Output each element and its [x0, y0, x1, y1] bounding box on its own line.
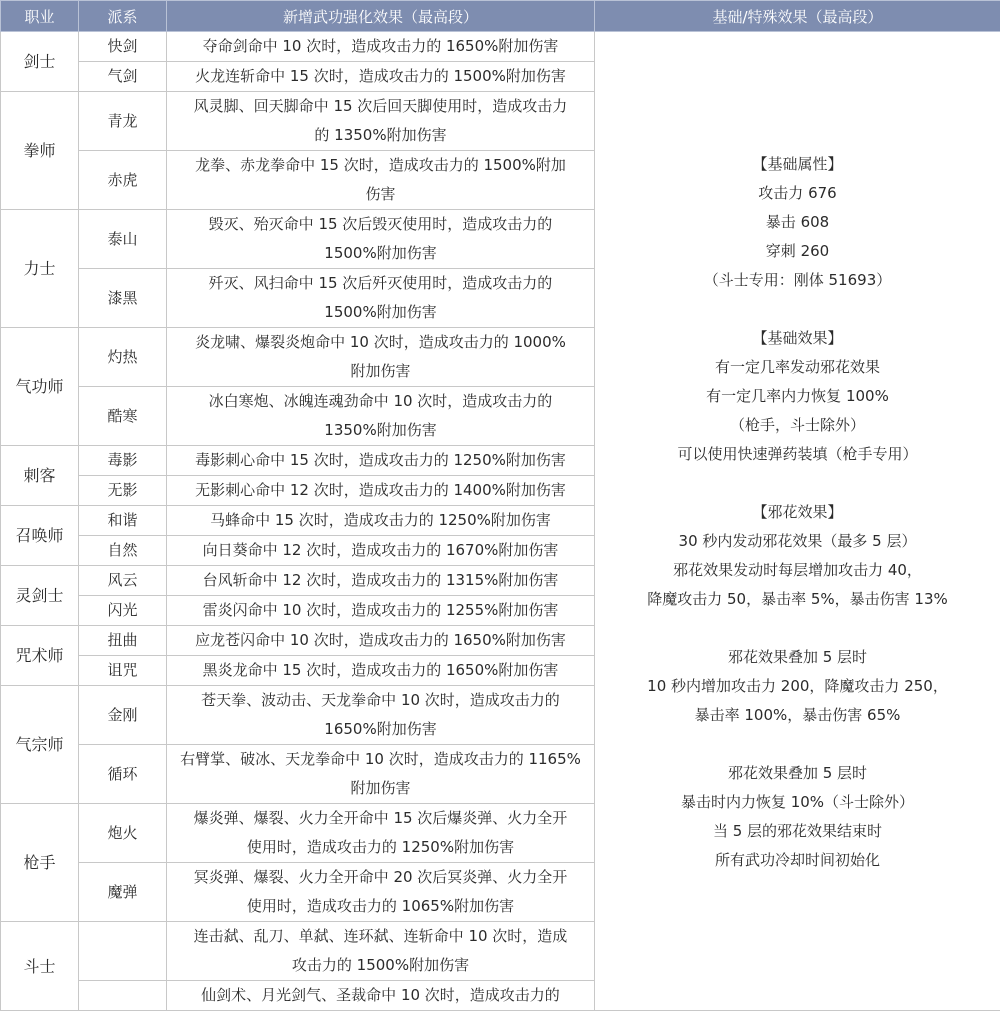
base-effect-line: 穿刺 260 [601, 237, 994, 266]
effect-line: 附加伤害 [171, 357, 590, 386]
base-effect-line: 暴击 608 [601, 208, 994, 237]
branch-cell: 气剑 [79, 62, 167, 92]
effect-cell [167, 981, 595, 1011]
effect-cell [167, 596, 595, 626]
effect-line: 龙拳、赤龙拳命中 15 次时，造成攻击力的 1500%附加 [171, 151, 590, 180]
class-cell: 气功师 [1, 328, 79, 446]
effect-line: 右臂掌、破冰、天龙拳命中 10 次时，造成攻击力的 1165% [171, 745, 590, 774]
effect-cell [167, 686, 595, 745]
branch-cell: 炮火 [79, 804, 167, 863]
branch-cell: 泰山 [79, 210, 167, 269]
effect-line: 歼灭、风扫命中 15 次后歼灭使用时，造成攻击力的 [171, 269, 590, 298]
effect-line: 苍天拳、波动击、天龙拳命中 10 次时，造成攻击力的 [171, 686, 590, 715]
base-effect-line: 当 5 层的邪花效果结束时 [601, 817, 994, 846]
table-row [1, 32, 1000, 62]
class-cell: 枪手 [1, 804, 79, 922]
branch-cell: 自然 [79, 536, 167, 566]
effect-cell [167, 626, 595, 656]
base-effect-line: 暴击时内力恢复 10%（斗士除外） [601, 788, 994, 817]
effect-line: 使用时，造成攻击力的 1065%附加伤害 [171, 892, 590, 921]
effect-line: 向日葵命中 12 次时，造成攻击力的 1670%附加伤害 [171, 536, 590, 565]
table-body [1, 32, 1000, 1011]
effect-cell [167, 446, 595, 476]
effect-line: 黑炎龙命中 15 次时，造成攻击力的 1650%附加伤害 [171, 656, 590, 685]
header-row [1, 1, 1000, 32]
effect-cell [167, 476, 595, 506]
effect-line: 攻击力的 1500%附加伤害 [171, 951, 590, 980]
effect-line: 毒影刺心命中 15 次时，造成攻击力的 1250%附加伤害 [171, 446, 590, 475]
effect-cell [167, 92, 595, 151]
base-effect-line: 【基础效果】 [601, 324, 994, 353]
class-cell: 拳师 [1, 92, 79, 210]
base-effect-line: 有一定几率发动邪花效果 [601, 353, 994, 382]
class-cell: 剑士 [1, 32, 79, 92]
base-effect-line: 【基础属性】 [601, 150, 994, 179]
effect-line: 应龙苍闪命中 10 次时，造成攻击力的 1650%附加伤害 [171, 626, 590, 655]
spacer [601, 469, 994, 498]
base-effect-line: （斗士专用：刚体 51693） [601, 266, 994, 295]
spacer [601, 614, 994, 643]
class-cell: 召唤师 [1, 506, 79, 566]
branch-cell: 青龙 [79, 92, 167, 151]
class-cell: 咒术师 [1, 626, 79, 686]
effect-cell [167, 506, 595, 536]
base-effect-line: 邪花效果发动时每层增加攻击力 40， [601, 556, 994, 585]
header-new-effect: 新增武功强化效果（最高段） [167, 1, 595, 32]
effect-line: 雷炎闪命中 10 次时，造成攻击力的 1255%附加伤害 [171, 596, 590, 625]
branch-cell: 风云 [79, 566, 167, 596]
effect-line: 使用时，造成攻击力的 1250%附加伤害 [171, 833, 590, 862]
effect-line: 附加伤害 [171, 774, 590, 803]
branch-cell: 赤虎 [79, 151, 167, 210]
effect-cell [167, 62, 595, 92]
branch-cell: 毒影 [79, 446, 167, 476]
effect-cell [167, 536, 595, 566]
base-effect-line: 暴击率 100%，暴击伤害 65% [601, 701, 994, 730]
effect-line: 炎龙啸、爆裂炎炮命中 10 次时，造成攻击力的 1000% [171, 328, 590, 357]
class-cell: 气宗师 [1, 686, 79, 804]
effect-line: 1650%附加伤害 [171, 715, 590, 744]
effect-cell [167, 151, 595, 210]
effect-cell [167, 269, 595, 328]
effect-line: 伤害 [171, 180, 590, 209]
effect-line: 爆炎弹、爆裂、火力全开命中 15 次后爆炎弹、火力全开 [171, 804, 590, 833]
base-effect-line: 10 秒内增加攻击力 200，降魔攻击力 250， [601, 672, 994, 701]
base-effect-line: 有一定几率内力恢复 100% [601, 382, 994, 411]
base-effect-line: 降魔攻击力 50，暴击率 5%，暴击伤害 13% [601, 585, 994, 614]
branch-cell: 闪光 [79, 596, 167, 626]
base-effect-line: 30 秒内发动邪花效果（最多 5 层） [601, 527, 994, 556]
class-cell: 力士 [1, 210, 79, 328]
effect-line: 夺命剑命中 10 次时，造成攻击力的 1650%附加伤害 [171, 32, 590, 61]
effect-line: 冰白寒炮、冰魄连魂劲命中 10 次时，造成攻击力的 [171, 387, 590, 416]
effect-cell [167, 210, 595, 269]
effect-line: 毁灭、殆灭命中 15 次后毁灭使用时，造成攻击力的 [171, 210, 590, 239]
base-effect-line: 攻击力 676 [601, 179, 994, 208]
class-cell: 灵剑士 [1, 566, 79, 626]
effect-cell [167, 656, 595, 686]
effect-line: 1500%附加伤害 [171, 239, 590, 268]
branch-cell: 快剑 [79, 32, 167, 62]
branch-cell: 漆黑 [79, 269, 167, 328]
effect-cell [167, 863, 595, 922]
base-effect-line: 所有武功冷却时间初始化 [601, 846, 994, 875]
base-effects-cell [595, 32, 1000, 1011]
branch-cell: 魔弹 [79, 863, 167, 922]
base-effect-line: 邪花效果叠加 5 层时 [601, 643, 994, 672]
effect-cell [167, 328, 595, 387]
effect-cell [167, 32, 595, 62]
effect-cell [167, 922, 595, 981]
effect-cell [167, 804, 595, 863]
branch-cell: 扭曲 [79, 626, 167, 656]
branch-cell: 和谐 [79, 506, 167, 536]
base-effect-line: 【邪花效果】 [601, 498, 994, 527]
base-effect-line: 可以使用快速弹药装填（枪手专用） [601, 440, 994, 469]
effect-cell [167, 387, 595, 446]
effect-line: 的 1350%附加伤害 [171, 121, 590, 150]
branch-cell: 灼热 [79, 328, 167, 387]
effect-line: 马蜂命中 15 次时，造成攻击力的 1250%附加伤害 [171, 506, 590, 535]
class-cell: 刺客 [1, 446, 79, 506]
branch-cell: 循环 [79, 745, 167, 804]
effect-line: 1350%附加伤害 [171, 416, 590, 445]
effect-cell [167, 745, 595, 804]
effect-line: 火龙连斩命中 15 次时，造成攻击力的 1500%附加伤害 [171, 62, 590, 91]
branch-cell: 酷寒 [79, 387, 167, 446]
effect-line: 风灵脚、回天脚命中 15 次后回天脚使用时，造成攻击力 [171, 92, 590, 121]
branch-cell: 金刚 [79, 686, 167, 745]
branch-cell [79, 922, 167, 981]
effect-line: 台风斩命中 12 次时，造成攻击力的 1315%附加伤害 [171, 566, 590, 595]
header-class: 职业 [1, 1, 79, 32]
base-effect-line: （枪手，斗士除外） [601, 411, 994, 440]
branch-cell: 无影 [79, 476, 167, 506]
base-effect-line: 邪花效果叠加 5 层时 [601, 759, 994, 788]
spacer [601, 295, 994, 324]
header-base-effect: 基础/特殊效果（最高段） [595, 1, 1000, 32]
class-cell: 斗士 [1, 922, 79, 1011]
branch-cell [79, 981, 167, 1011]
spacer [601, 730, 994, 759]
effect-line: 冥炎弹、爆裂、火力全开命中 20 次后冥炎弹、火力全开 [171, 863, 590, 892]
effect-line: 连击弑、乱刀、单弑、连环弑、连斩命中 10 次时，造成 [171, 922, 590, 951]
branch-cell: 诅咒 [79, 656, 167, 686]
header-branch: 派系 [79, 1, 167, 32]
effect-line: 仙剑术、月光剑气、圣裁命中 10 次时，造成攻击力的 [171, 981, 590, 1010]
effect-cell [167, 566, 595, 596]
effect-line: 1500%附加伤害 [171, 298, 590, 327]
effect-line: 无影刺心命中 12 次时，造成攻击力的 1400%附加伤害 [171, 476, 590, 505]
